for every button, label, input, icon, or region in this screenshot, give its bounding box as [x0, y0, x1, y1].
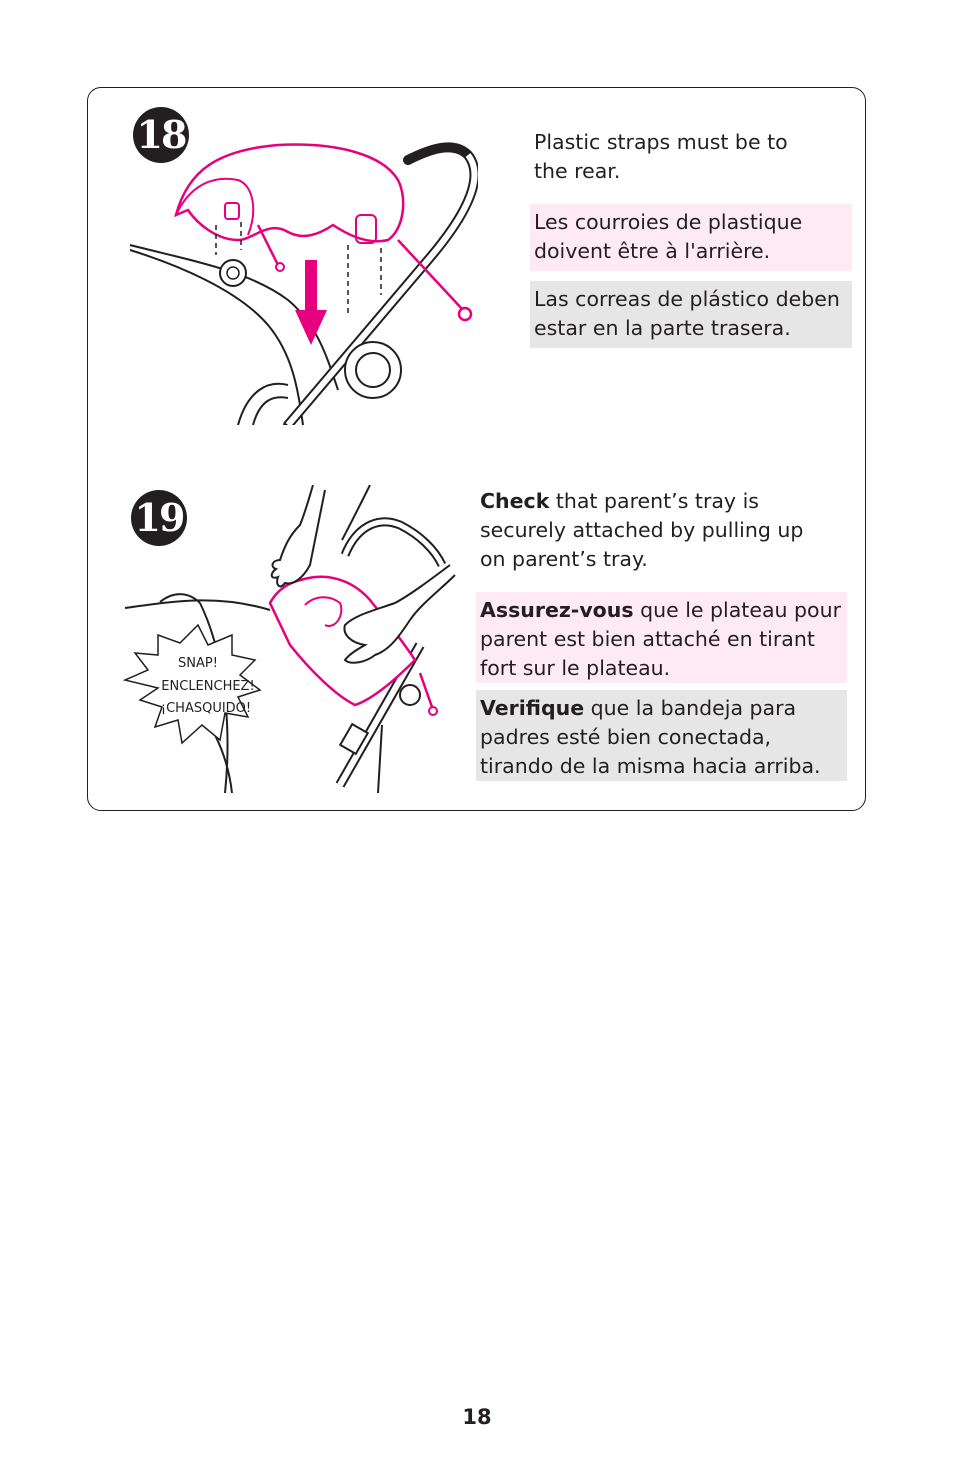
step-19-text-es — [476, 690, 847, 781]
snap-text-en: SNAP! — [178, 656, 218, 671]
step-19-en-bold: Check — [480, 489, 550, 513]
step-18-badge: 18 — [133, 107, 189, 163]
step-19-illustration — [120, 485, 460, 793]
snap-text-es: ¡CHASQUIDO! — [160, 701, 252, 716]
step-18-text-fr: Les courroies de plastique doivent être à l'arrière. — [530, 204, 852, 271]
page-number: 18 — [462, 1405, 492, 1429]
step-18-illustration — [128, 140, 478, 425]
step-19-es-rest: que la bandeja para padres esté bien conectada, tirando de la misma hacia arriba. — [480, 696, 821, 778]
step-19-fr-rest: que le plateau pour parent est bien attaché en tirant fort sur le plateau. — [480, 598, 842, 680]
step-19-en-rest: that parent’s tray is securely attached by pulling up on parent’s tray. — [480, 489, 804, 571]
step-18-text-es: Las correas de plástico deben estar en la parte trasera. — [530, 281, 852, 348]
step-19-badge: 19 — [131, 490, 187, 546]
step-19-text-en — [476, 483, 836, 578]
snap-text-fr: ENCLENCHEZ! — [161, 679, 255, 694]
step-19-text-fr — [476, 592, 847, 683]
step-19-fr-bold: Assurez-vous — [480, 598, 634, 622]
step-18-text-en: Plastic straps must be to the rear. — [534, 130, 788, 183]
step-19-es-bold: Verifique — [480, 696, 585, 720]
